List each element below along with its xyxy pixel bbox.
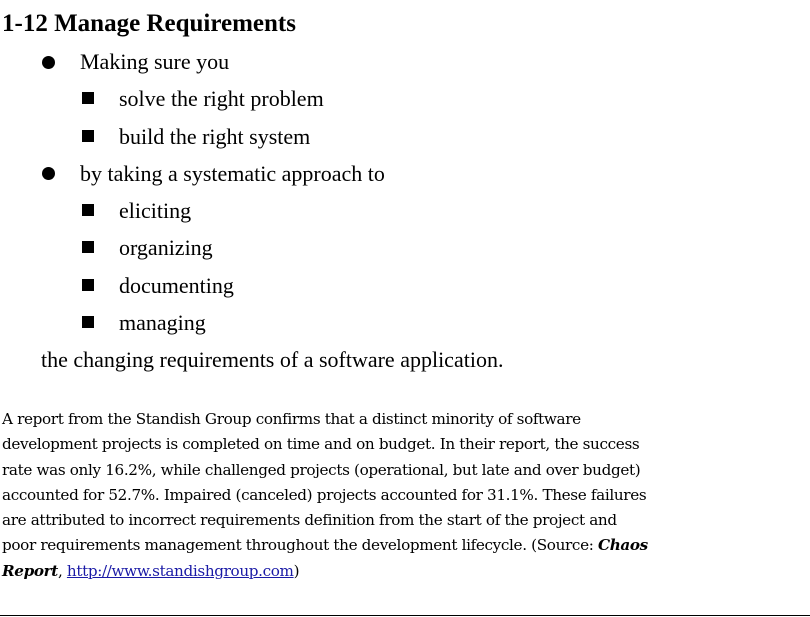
report-line: A report from the Standish Group confirms that a distinct minority of software — [2, 410, 581, 428]
closing-line: the changing requirements of a software application. — [41, 347, 504, 372]
square-bullet-icon — [82, 204, 94, 216]
source-title: Report — [2, 561, 58, 580]
divider — [0, 615, 810, 616]
subitem-eliciting: eliciting — [119, 198, 192, 223]
bullet-item-making-sure: Making sure you — [80, 49, 230, 74]
report-line: development projects is completed on time and on budget. In their report, the success — [2, 435, 640, 454]
square-bullet-icon — [82, 92, 94, 104]
page-title: 1-12 Manage Requirements — [2, 10, 296, 37]
comma: , — [57, 561, 67, 580]
subitem-organizing: organizing — [119, 235, 213, 260]
subitem-documenting: documenting — [119, 273, 234, 298]
standish-link[interactable]: http://www.standishgroup.com — [66, 561, 294, 580]
close-paren: ) — [293, 561, 300, 580]
square-bullet-icon — [82, 241, 94, 253]
report-line: rate was only 16.2%, while challenged projects (operational, but late and over budget) — [2, 460, 641, 479]
square-bullet-icon — [82, 316, 94, 328]
subitem-solve-problem: solve the right problem — [119, 86, 324, 111]
subitem-managing: managing — [119, 310, 206, 335]
square-bullet-icon — [82, 130, 94, 142]
report-line: are attributed to incorrect requirements definition from the start of the project and — [2, 511, 617, 530]
report-line: accounted for 52.7%. Impaired (canceled) projects accounted for 31.1%. These failures — [2, 485, 647, 504]
report-paragraph — [2, 407, 810, 584]
bullet-dot-icon — [42, 167, 55, 180]
report-line: poor requirements management throughout the development lifecycle. (Source: — [2, 536, 598, 555]
bullet-item-systematic-approach: by taking a systematic approach to — [80, 161, 385, 186]
subitem-build-system: build the right system — [119, 124, 311, 149]
report-line-source — [2, 533, 810, 558]
square-bullet-icon — [82, 279, 94, 291]
bullet-dot-icon — [42, 56, 55, 69]
report-line-link — [2, 559, 810, 584]
source-title: Chaos — [597, 536, 648, 555]
